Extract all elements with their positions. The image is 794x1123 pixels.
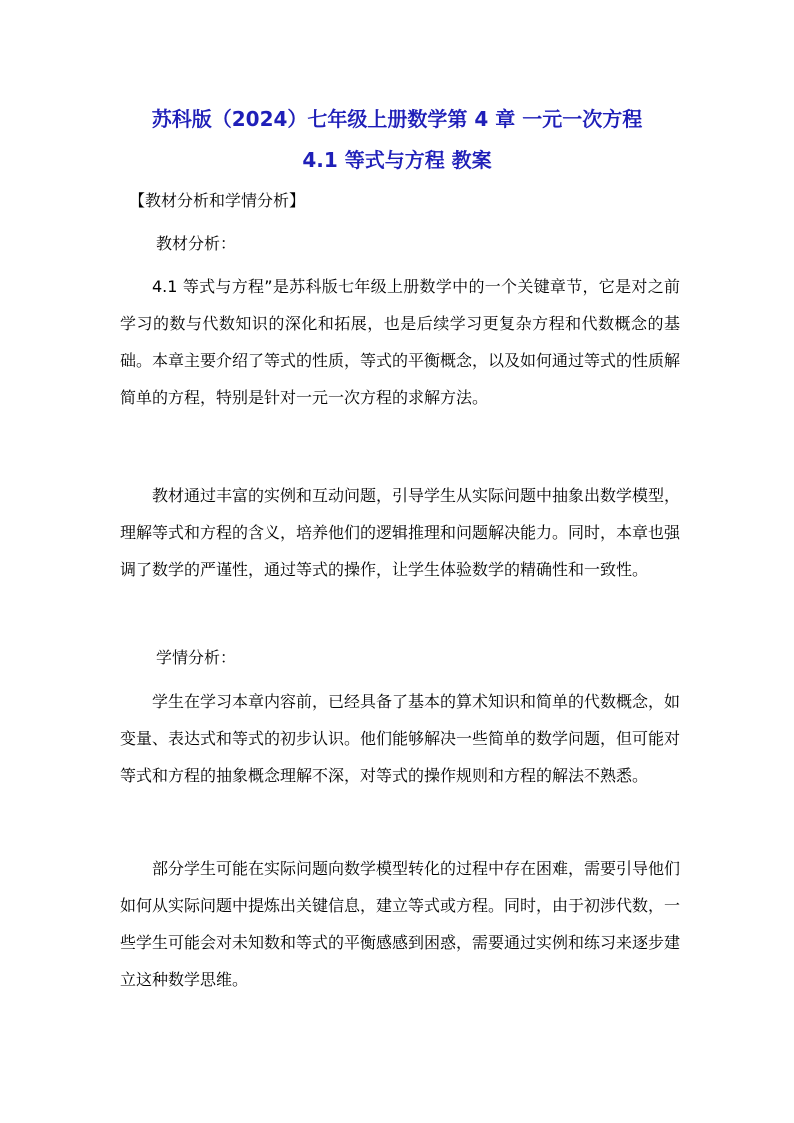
student-analysis-label: 学情分析： <box>156 648 237 667</box>
document-title-line1: 苏科版（2024）七年级上册数学第 4 章 一元一次方程 <box>151 107 643 131</box>
textbook-analysis-label: 教材分析： <box>156 234 237 253</box>
document-title-line2: 4.1 等式与方程 教案 <box>302 148 492 172</box>
section-heading: 【教材分析和学情分析】 <box>129 191 306 210</box>
paragraph-textbook-1: 4.1 等式与方程”是苏科版七年级上册数学中的一个关键章节，它是对之前学习的数与代数知识的深化和拓展，也是后续学习更复杂方程和代数概念的基础。本章主要介绍了等式的性质，等式的平衡概念，以及如何通过等式的性质解简单的方程，特别是针对一元一次方程的求解方法。 <box>120 277 681 407</box>
paragraph-student-2: 部分学生可能在实际问题向数学模型转化的过程中存在困难，需要引导他们如何从实际问题中提炼出关键信息，建立等式或方程。同时，由于初涉代数，一些学生可能会对未知数和等式的平衡感感到困惑，需要通过实例和练习来逐步建立这种数学思维。 <box>120 859 681 989</box>
paragraph-textbook-2: 教材通过丰富的实例和互动问题，引导学生从实际问题中抽象出数学模型，理解等式和方程的含义，培养他们的逻辑推理和问题解决能力。同时，本章也强调了数学的严谨性，通过等式的操作，让学生体验数学的精确性和一致性。 <box>120 486 681 579</box>
paragraph-student-1: 学生在学习本章内容前，已经具备了基本的算术知识和简单的代数概念，如变量、表达式和等式的初步认识。他们能够解决一些简单的数学问题，但可能对等式和方程的抽象概念理解不深，对等式的操作规则和方程的解法不熟悉。 <box>120 692 681 785</box>
